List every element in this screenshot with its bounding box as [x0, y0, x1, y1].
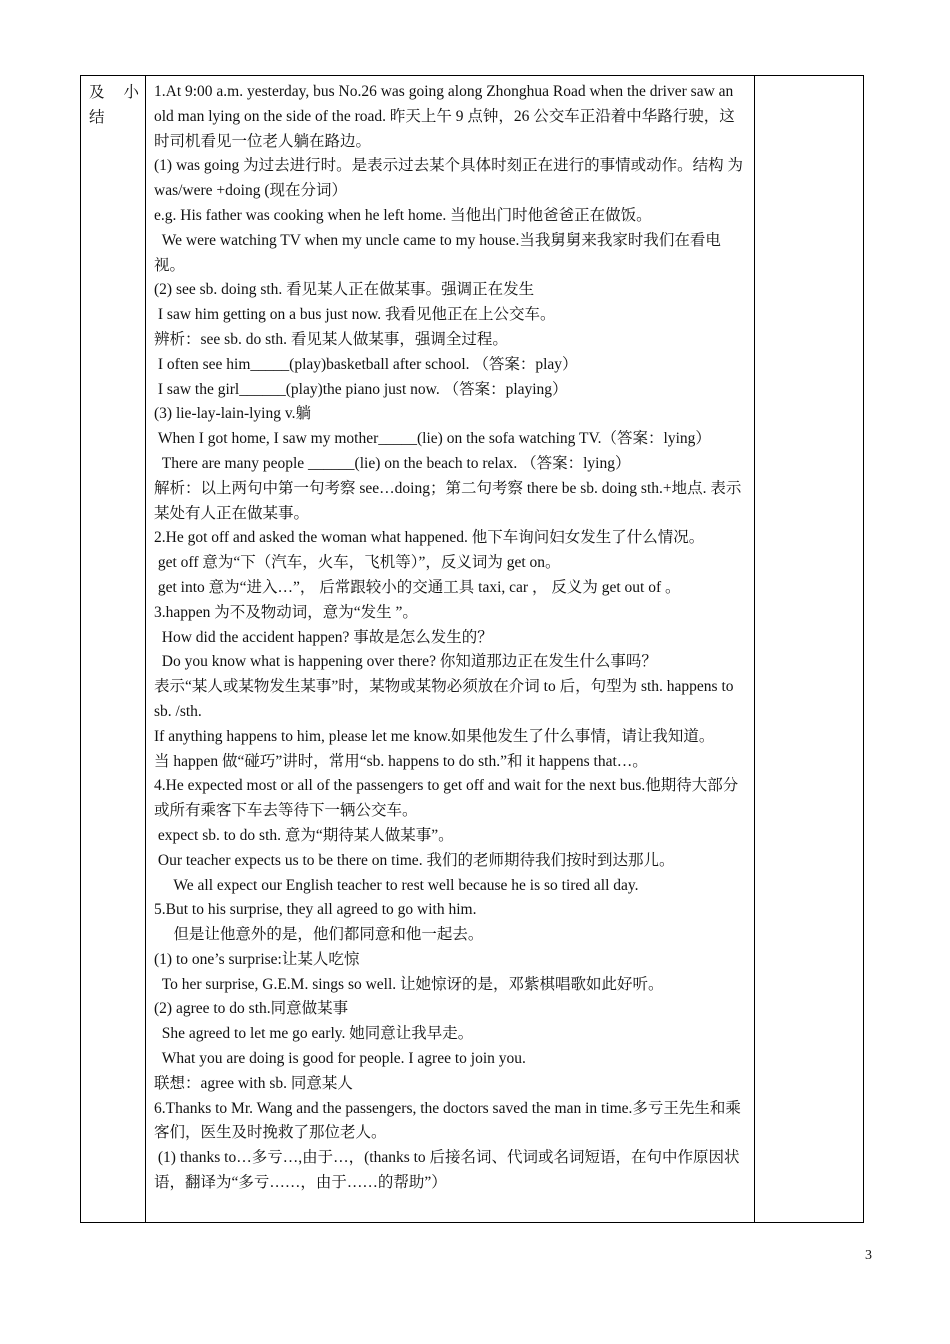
- note-line: What you are doing is good for people. I agree to join you.: [154, 1050, 526, 1068]
- note-line: Our teacher expects us to be there on time. 我们的老师期待我们按时到达那儿。: [154, 851, 675, 869]
- note-line: 5.But to his surprise, they all agreed to go with him.: [154, 901, 477, 919]
- note-line: 表示“某人或某物发生某事”时，某物或某物必须放在介词 to 后，句型为 sth. happens to sb. /sth.: [154, 678, 734, 720]
- note-line: (1) was going 为过去进行时。是表示过去某个具体时刻正在进行的事情或动作。结构 为 was/were +doing (现在分词）: [154, 157, 743, 200]
- note-line: (1) thanks to…多亏…,由于…，(thanks to 后接名词、代词或名词短语，在句中作原因状语，翻译为“多亏……，由于……的帮助”）: [154, 1149, 740, 1192]
- note-line: 3.happen 为不及物动词，意为“发生 ”。: [154, 603, 418, 621]
- side-label-row: [89, 80, 139, 105]
- note-line: 但是让他意外的是，他们都同意和他一起去。: [154, 926, 484, 944]
- note-line: 4.He expected most or all of the passengers to get off and wait for the next bus.他期待大部分或所有乘客下车去等待下一辆公交车。: [154, 777, 739, 820]
- note-line: (2) agree to do sth.同意做某事: [154, 1000, 349, 1018]
- note-line: I often see him_____(play)basketball after school. （答案：play）: [154, 355, 578, 373]
- note-line: I saw the girl______(play)the piano just now. （答案：playing）: [154, 380, 568, 398]
- note-line: 辨析：see sb. do sth. 看见某人做某事，强调全过程。: [154, 330, 508, 348]
- table-row: [81, 76, 864, 1223]
- blank-cell: [755, 76, 864, 1223]
- note-line: If anything happens to him, please let me know.如果他发生了什么事情，请让我知道。: [154, 727, 715, 745]
- note-line: (3) lie-lay-lain-lying v.躺: [154, 405, 311, 423]
- note-line: How did the accident happen? 事故是怎么发生的？: [154, 628, 493, 646]
- content-table: [80, 75, 864, 1223]
- page-number: 3: [865, 1248, 872, 1263]
- note-line: We all expect our English teacher to rest well because he is so tired all day.: [154, 876, 639, 894]
- note-line: To her surprise, G.E.M. sings so well. 让她惊讶的是，邓紫棋唱歌如此好听。: [154, 975, 664, 993]
- side-label: [81, 76, 145, 130]
- notes-cell: [146, 76, 755, 1223]
- note-line: 1.At 9:00 a.m. yesterday, bus No.26 was going along Zhonghua Road when the driver saw an old man lying on the side of the road. 昨天上午 9 点钟，26 公交车正沿着中华路行驶，这时司机看见一位老人躺在路边。: [154, 83, 735, 150]
- note-line: When I got home, I saw my mother_____(lie) on the sofa watching TV.（答案：lying）: [154, 430, 711, 448]
- side-label-part2: 小: [123, 84, 139, 101]
- note-line: get off 意为“下（汽车，火车，飞机等）”，反义词为 get on。: [154, 554, 561, 572]
- note-line: 解析：以上两句中第一句考察 see…doing；第二句考察 there be sb. doing sth.+地点. 表示某处有人正在做某事。: [154, 479, 742, 522]
- note-line: get into 意为“进入…”， 后常跟较小的交通工具 taxi, car ， 反义为 get out of 。: [154, 578, 681, 596]
- note-line: expect sb. to do sth. 意为“期待某人做某事”。: [154, 826, 454, 844]
- note-line: (2) see sb. doing sth. 看见某人正在做某事。强调正在发生: [154, 281, 535, 299]
- note-line: e.g. His father was cooking when he left home. 当他出门时他爸爸正在做饭。: [154, 206, 652, 224]
- note-line: Do you know what is happening over there? 你知道那边正在发生什么事吗？: [154, 653, 657, 671]
- side-label-part3: 结: [89, 109, 105, 126]
- note-line: 2.He got off and asked the woman what happened. 他下车询问妇女发生了什么情况。: [154, 529, 705, 547]
- note-line: There are many people ______(lie) on the beach to relax. （答案：lying）: [154, 454, 631, 472]
- note-line: (1) to one’s surprise:让某人吃惊: [154, 950, 360, 968]
- note-line: 当 happen 做“碰巧”讲时，常用“sb. happens to do sth.”和 it happens that…。: [154, 752, 648, 770]
- note-line: 6.Thanks to Mr. Wang and the passengers, the doctors saved the man in time.多亏王先生和乘客们，医生及时挽救了那位老人。: [154, 1099, 741, 1142]
- side-label-cell: [81, 76, 146, 1223]
- note-line: I saw him getting on a bus just now. 我看见他正在上公交车。: [154, 306, 556, 324]
- notes-content: [146, 76, 754, 1196]
- note-line: She agreed to let me go early. 她同意让我早走。: [154, 1025, 474, 1043]
- note-line: 联想：agree with sb. 同意某人: [154, 1074, 353, 1092]
- side-label-part1: 及: [89, 84, 105, 101]
- note-line: We were watching TV when my uncle came to my house.当我舅舅来我家时我们在看电视。: [154, 231, 721, 274]
